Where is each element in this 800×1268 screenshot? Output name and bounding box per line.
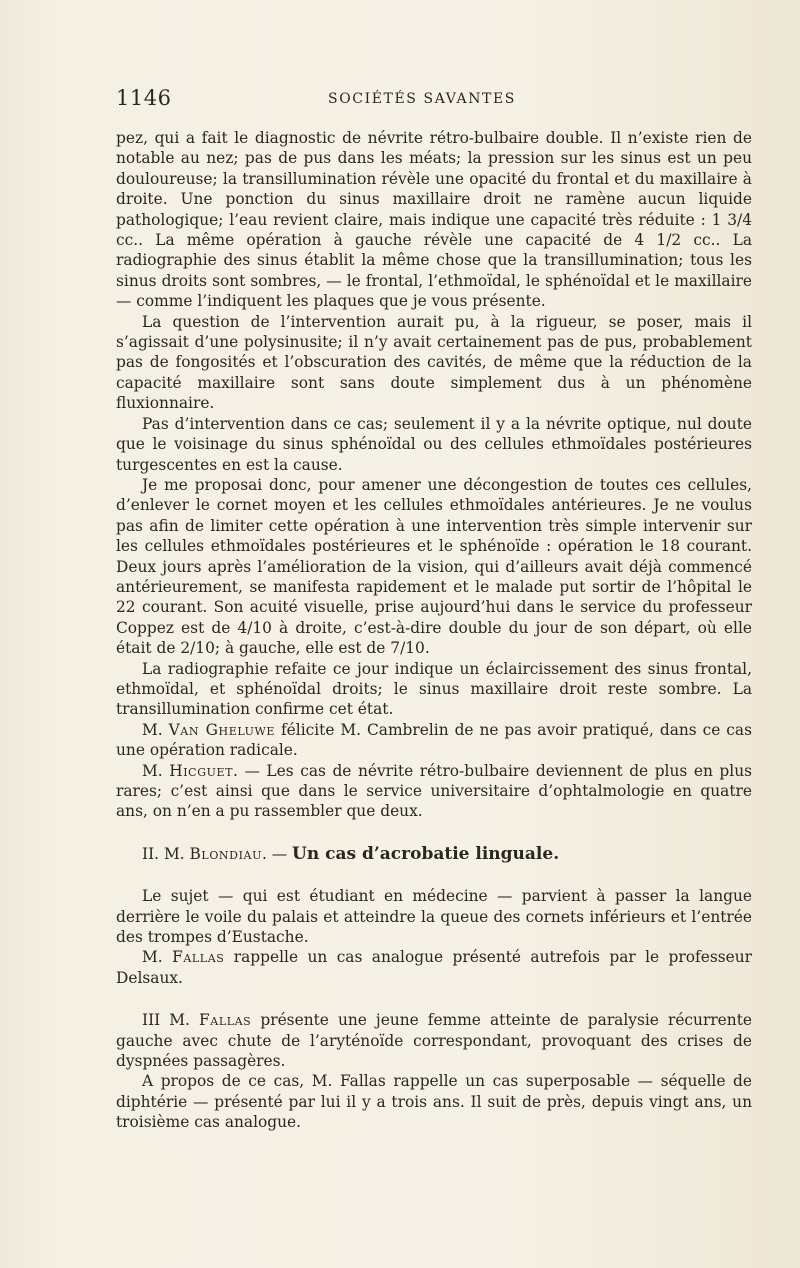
page-number: 1146 (116, 86, 172, 110)
remark-text: rappelle un cas analogue présenté autrefois par le professeur Delsaux. (116, 948, 753, 987)
remark-paragraph (116, 720, 752, 761)
remark-prefix: M. (142, 948, 173, 967)
remark-text: félicite M. Cambrelin de ne pas avoir pratiqué, dans ce cas une opération radicale. (116, 720, 752, 760)
section-title: Un cas d’acrobatie linguale. (292, 843, 560, 864)
speaker-name: Blondiau (189, 844, 262, 863)
page-header (116, 86, 750, 116)
section-text: présente une jeune femme atteinte de paralysie récurrente gauche avec chute de l’aryténoïde correspondant, provoquant des crises de dyspnées passagères. (116, 1011, 752, 1071)
speaker-name: Hicguet (169, 761, 234, 780)
section-paragraph (116, 1010, 752, 1071)
running-head: SOCIÉTÉS SAVANTES (328, 91, 517, 107)
remark-paragraph (116, 761, 752, 822)
paragraph: La radiographie refaite ce jour indique un éclaircissement des sinus frontal, ethmoïdal, et sphénoïdal droits; le sinus maxillaire droit reste sombre. La transillumination confirme cet état. (116, 659, 752, 719)
section-number: II. M. (142, 844, 190, 863)
paragraph: Je me proposai donc, pour amener une décongestion de toutes ces cellules, d’enlever le cornet moyen et les cellules ethmoïdales antérieures. Je ne voulus pas afin de limiter cette opération à une intervention très simple intervenir sur les cellules ethmoïdales postérieures et le sphénoïde : opération le 18 courant. Deux jours après l’amélioration de la vision, qui d’ailleurs avait déjà commencé antérieurement, se manifesta rapidement et le malade put sortir de l’hôpital le 22 courant. Son acuité visuelle, prise aujourd’hui dans le service du professeur Coppez est de 4/10 à droite, c’est-à-dire double du jour de son départ, où elle était de 2/10; à gauche, elle est de 7/10. (116, 475, 752, 658)
section-number: III M. (142, 1011, 199, 1030)
section-gap (116, 988, 752, 1010)
paragraph: Pas d’intervention dans ce cas; seulement il y a la névrite optique, nul doute que le voisinage du sinus sphénoïdal ou des cellules ethmoïdales postérieures turgescentes en est la cause. (116, 414, 752, 474)
paragraph: A propos de ce cas, M. Fallas rappelle un cas superposable — séquelle de diphtérie — présenté par lui il y a trois ans. Il suit de près, depuis vingt ans, un troisième cas analogue. (116, 1072, 752, 1132)
section-gap (116, 822, 752, 844)
speaker-name: Van Gheluwe (168, 720, 276, 739)
body-text (116, 128, 752, 1133)
speaker-name: Fallas (172, 948, 225, 967)
section-gap (116, 864, 752, 886)
paragraph: La question de l’intervention aurait pu, à la rigueur, se poser, mais il s’agissait d’une polysinusite; il n’y avait certainement pas de pus, probablement pas de fongosités et l’obscuration des cavités, de même que la réduction de la capacité maxillaire sont sans doute simplement dus à un phénomène fluxionnaire. (116, 312, 752, 413)
paragraph: pez, qui a fait le diagnostic de névrite rétro-bulbaire double. Il n’existe rien de notable au nez; pas de pus dans les méats; la pression sur les sinus est un peu douloureuse; la transillumination révèle une opacité du frontal et du maxillaire à droite. Une ponction du sinus maxillaire droit ne ramène aucun liquide pathologique; l’eau revient claire, mais indique une capacité très réduite : 1 3/4 cc.. La même opération à gauche révèle une capacité de 4 1/2 cc.. La radiographie des sinus établit la même chose que la transillumination; tous les sinus droits sont sombres, — le frontal, l’ethmoïdal, le sphénoïdal et le maxillaire — comme l’indiquent les plaques que je vous présente. (116, 129, 752, 311)
heading-dash: . — (261, 844, 293, 863)
remark-prefix: M. (142, 720, 169, 739)
remark-prefix: M. (142, 761, 170, 780)
remark-paragraph (116, 947, 752, 988)
remark-text: . — Les cas de névrite rétro-bulbaire deviennent de plus en plus rares; c’est ainsi que dans le service universitaire d’ophtalmologie en quatre ans, on n’en a pu rassembler que deux. (116, 761, 752, 821)
section-heading (116, 844, 752, 864)
speaker-name: Fallas (199, 1011, 252, 1030)
paragraph: Le sujet — qui est étudiant en médecine — parvient à passer la langue derrière le voile du palais et atteindre la queue des cornets inférieurs et l’entrée des trompes d’Eustache. (116, 887, 752, 947)
